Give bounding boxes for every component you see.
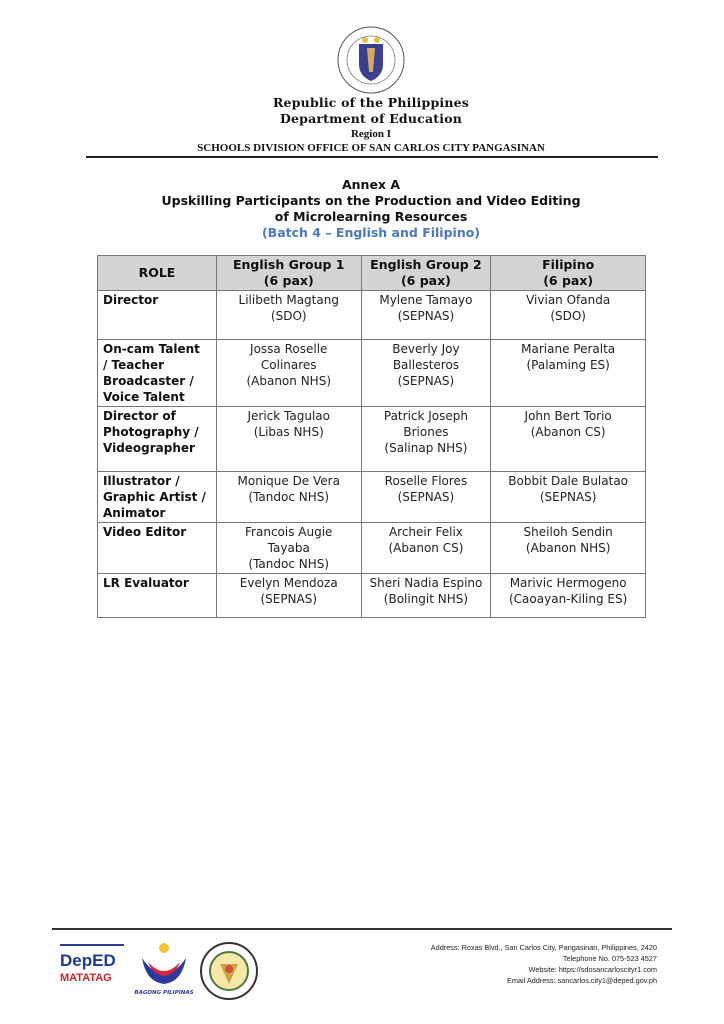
deped-matatag-logo	[60, 944, 124, 994]
filipino-cell: Marivic Hermogeno (Caoayan-Kiling ES)	[491, 574, 646, 618]
footer-divider	[52, 928, 672, 930]
english-group-2-cell: Beverly Joy Ballesteros (SEPNAS)	[361, 340, 491, 407]
role-cell: Director of Photography / Videographer	[98, 407, 217, 472]
role-cell: On-cam Talent / Teacher Broadcaster / Voice Talent	[98, 340, 217, 407]
english-group-2-cell: Patrick Joseph Briones (Salinap NHS)	[361, 407, 491, 472]
division-heading: SCHOOLS DIVISION OFFICE OF SAN CARLOS CITY PANGASINAN	[197, 142, 545, 154]
english-group-1-cell: Monique De Vera (Tandoc NHS)	[216, 472, 361, 523]
region-heading: Region I	[350, 128, 392, 140]
deped-seal-logo	[337, 26, 405, 94]
english-group-1-cell: Lilibeth Magtang (SDO)	[216, 291, 361, 340]
table-row	[98, 407, 646, 472]
role-cell: LR Evaluator	[98, 574, 217, 618]
table-row	[98, 340, 646, 407]
bagong-pilipinas-text: BAGONG PILIPINAS	[134, 990, 194, 996]
english-group-1-cell: Francois Augie Tayaba (Tandoc NHS)	[216, 523, 361, 574]
filipino-cell: Vivian Ofanda (SDO)	[491, 291, 646, 340]
filipino-cell: John Bert Torio (Abanon CS)	[491, 407, 646, 472]
document-title-line1: Upskilling Participants on the Production and Video Editing	[161, 193, 581, 208]
filipino-cell: Bobbit Dale Bulatao (SEPNAS)	[491, 472, 646, 523]
bagong-pilipinas-logo	[134, 940, 194, 1000]
filipino-cell: Sheiloh Sendin (Abanon NHS)	[491, 523, 646, 574]
table-row	[98, 291, 646, 340]
matatag-logo-text: MATATAG	[60, 972, 112, 984]
table-row	[98, 574, 646, 618]
table-header-row	[98, 256, 646, 291]
sdo-san-carlos-seal-logo	[200, 942, 258, 1000]
contact-info	[431, 942, 657, 986]
table-row	[98, 472, 646, 523]
document-title-line2: of Microlearning Resources	[274, 209, 468, 224]
website-link[interactable]: Website: https://sdosancarloscityr1.com	[528, 965, 657, 974]
role-cell: Illustrator / Graphic Artist / Animator	[98, 472, 217, 523]
role-cell: Video Editor	[98, 523, 217, 574]
column-header-english-group-1: English Group 1 (6 pax)	[216, 256, 361, 291]
table-row	[98, 523, 646, 574]
filipino-cell: Mariane Peralta (Palaming ES)	[491, 340, 646, 407]
participants-table	[97, 255, 646, 618]
english-group-2-cell: Archeir Felix (Abanon CS)	[361, 523, 491, 574]
header-divider	[86, 156, 658, 158]
telephone-text: Telephone No. 075-523 4527	[562, 954, 657, 963]
column-header-filipino: Filipino (6 pax)	[491, 256, 646, 291]
column-header-role: ROLE	[98, 256, 217, 291]
address-text: Address: Roxas Blvd., San Carlos City, Pangasinan, Philippines, 2420	[430, 943, 657, 952]
bagong-pilipinas-emblem-icon	[134, 940, 194, 986]
english-group-2-cell: Sheri Nadia Espino (Bolingit NHS)	[361, 574, 491, 618]
deped-logo-text: DepED	[60, 951, 116, 970]
role-cell: Director	[98, 291, 217, 340]
english-group-2-cell: Roselle Flores (SEPNAS)	[361, 472, 491, 523]
english-group-2-cell: Mylene Tamayo (SEPNAS)	[361, 291, 491, 340]
english-group-1-cell: Evelyn Mendoza (SEPNAS)	[216, 574, 361, 618]
batch-label: (Batch 4 – English and Filipino)	[261, 225, 481, 240]
english-group-1-cell: Jossa Roselle Colinares (Abanon NHS)	[216, 340, 361, 407]
column-header-english-group-2: English Group 2 (6 pax)	[361, 256, 491, 291]
republic-heading: Republic of the Philippines	[272, 95, 470, 110]
department-heading: Department of Education	[279, 111, 463, 126]
annex-label: Annex A	[341, 177, 401, 192]
english-group-1-cell: Jerick Tagulao (Libas NHS)	[216, 407, 361, 472]
email-link[interactable]: Email Address: sancarlos.city1@deped.gov.ph	[506, 976, 657, 985]
